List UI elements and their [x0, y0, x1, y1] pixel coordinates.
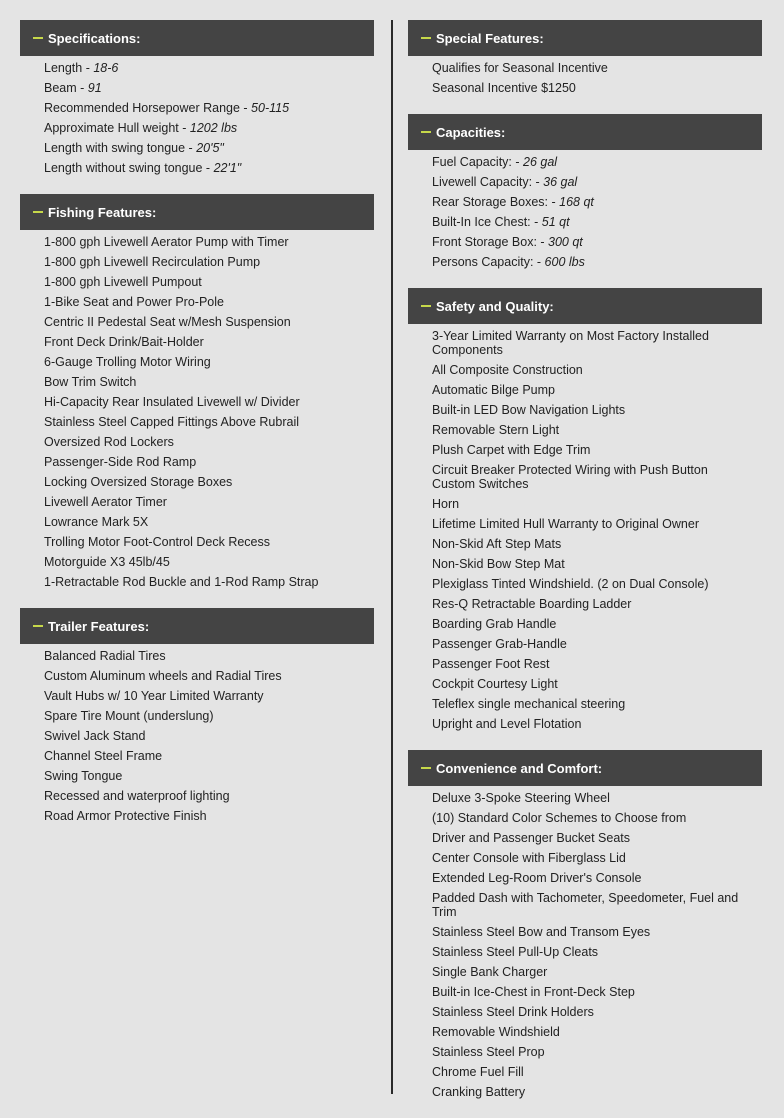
feature-item [432, 192, 752, 212]
feature-item [44, 706, 364, 726]
feature-label: Centric II Pedestal Seat w/Mesh Suspension [44, 315, 291, 329]
section-header-fishing-features[interactable] [20, 194, 374, 230]
collapse-minus-icon[interactable] [33, 625, 43, 627]
feature-item [432, 828, 752, 848]
feature-item [44, 232, 364, 252]
section-list [20, 644, 374, 826]
feature-label: Center Console with Fiberglass Lid [432, 851, 626, 865]
feature-item [44, 786, 364, 806]
feature-label: Front Deck Drink/Bait-Holder [44, 335, 204, 349]
feature-label: Extended Leg-Room Driver's Console [432, 871, 642, 885]
feature-item [44, 98, 364, 118]
feature-label: Plexiglass Tinted Windshield. (2 on Dual Console) [432, 577, 709, 591]
section-title: Specifications: [48, 30, 141, 46]
feature-label: Livewell Aerator Timer [44, 495, 167, 509]
feature-item [432, 1062, 752, 1082]
feature-label: Stainless Steel Capped Fittings Above Rubrail [44, 415, 300, 429]
feature-item [432, 78, 752, 98]
feature-value: 26 gal [523, 155, 558, 169]
section-list [408, 56, 762, 98]
feature-value: 18-6 [93, 61, 119, 75]
feature-label: Single Bank Charger [432, 965, 548, 979]
feature-item [44, 58, 364, 78]
section-list [20, 230, 374, 592]
feature-label: 1-800 gph Livewell Aerator Pump with Timer [44, 235, 289, 249]
feature-label: Length without swing tongue - [44, 161, 214, 175]
feature-label: 3-Year Limited Warranty on Most Factory Installed Components [432, 329, 709, 357]
collapse-minus-icon[interactable] [421, 305, 431, 307]
feature-label: Persons Capacity: - [432, 255, 545, 269]
section-title: Trailer Features: [48, 618, 150, 634]
section-title: Special Features: [436, 30, 544, 46]
feature-label: 1-800 gph Livewell Pumpout [44, 275, 202, 289]
section-header-specifications[interactable] [20, 20, 374, 56]
feature-item [432, 714, 752, 734]
feature-value: 168 qt [559, 195, 594, 209]
feature-label: Vault Hubs w/ 10 Year Limited Warranty [44, 689, 264, 703]
feature-label: Length - [44, 61, 94, 75]
feature-label: Balanced Radial Tires [44, 649, 166, 663]
feature-label: Passenger Foot Rest [432, 657, 550, 671]
feature-item [432, 554, 752, 574]
section-fishing-features [20, 194, 374, 592]
feature-label: Channel Steel Frame [44, 749, 163, 763]
feature-label: Chrome Fuel Fill [432, 1065, 524, 1079]
feature-item [432, 848, 752, 868]
section-header-convenience-and-comfort[interactable] [408, 750, 762, 786]
feature-label: Beam - [44, 81, 88, 95]
feature-label: Built-in LED Bow Navigation Lights [432, 403, 626, 417]
feature-item [44, 806, 364, 826]
feature-item [44, 412, 364, 432]
feature-item [44, 646, 364, 666]
feature-label: Length with swing tongue - [44, 141, 197, 155]
feature-label: Swing Tongue [44, 769, 123, 783]
section-safety-and-quality [408, 288, 762, 734]
section-capacities [408, 114, 762, 272]
section-title: Fishing Features: [48, 204, 157, 220]
feature-label: Passenger Grab-Handle [432, 637, 567, 651]
feature-label: Upright and Level Flotation [432, 717, 582, 731]
feature-item [432, 868, 752, 888]
feature-item [44, 78, 364, 98]
feature-item [44, 532, 364, 552]
feature-item [432, 440, 752, 460]
feature-label: Hi-Capacity Rear Insulated Livewell w/ Divider [44, 395, 300, 409]
feature-item [432, 674, 752, 694]
feature-label: Swivel Jack Stand [44, 729, 146, 743]
feature-label: Cranking Battery [432, 1085, 526, 1099]
feature-item [432, 460, 752, 494]
feature-item [432, 58, 752, 78]
feature-item [44, 392, 364, 412]
section-list [408, 786, 762, 1102]
feature-label: Rear Storage Boxes: - [432, 195, 560, 209]
feature-label: Approximate Hull weight - [44, 121, 190, 135]
feature-label: Lifetime Limited Hull Warranty to Original Owner [432, 517, 699, 531]
feature-label: Non-Skid Aft Step Mats [432, 537, 562, 551]
feature-item [44, 252, 364, 272]
feature-label: Teleflex single mechanical steering [432, 697, 626, 711]
feature-item [432, 380, 752, 400]
section-list [408, 324, 762, 734]
feature-label: Circuit Breaker Protected Wiring with Push Button Custom Switches [432, 463, 708, 491]
feature-item [432, 1042, 752, 1062]
feature-item [44, 472, 364, 492]
feature-item [44, 372, 364, 392]
section-header-special-features[interactable] [408, 20, 762, 56]
section-trailer-features [20, 608, 374, 826]
section-header-trailer-features[interactable] [20, 608, 374, 644]
feature-item [432, 614, 752, 634]
feature-item [432, 1022, 752, 1042]
feature-label: Recessed and waterproof lighting [44, 789, 230, 803]
feature-label: Removable Windshield [432, 1025, 560, 1039]
section-specifications [20, 20, 374, 178]
feature-label: Bow Trim Switch [44, 375, 137, 389]
collapse-minus-icon[interactable] [421, 37, 431, 39]
feature-item [432, 922, 752, 942]
feature-item [432, 594, 752, 614]
feature-label: Horn [432, 497, 460, 511]
feature-label: Lowrance Mark 5X [44, 515, 149, 529]
feature-value: 1202 lbs [189, 121, 238, 135]
feature-item [432, 574, 752, 594]
feature-value: 51 qt [541, 215, 570, 229]
feature-item [432, 534, 752, 554]
section-special-features [408, 20, 762, 98]
section-header-safety-and-quality[interactable] [408, 288, 762, 324]
feature-label: All Composite Construction [432, 363, 583, 377]
feature-label: (10) Standard Color Schemes to Choose from [432, 811, 687, 825]
feature-item [432, 252, 752, 272]
feature-value: 300 qt [548, 235, 583, 249]
feature-label: Seasonal Incentive $1250 [432, 81, 576, 95]
feature-item [432, 212, 752, 232]
feature-value: 91 [87, 81, 102, 95]
section-list [20, 56, 374, 178]
feature-label: Driver and Passenger Bucket Seats [432, 831, 631, 845]
feature-item [432, 326, 752, 360]
feature-label: Res-Q Retractable Boarding Ladder [432, 597, 632, 611]
feature-label: Stainless Steel Bow and Transom Eyes [432, 925, 651, 939]
collapse-minus-icon[interactable] [421, 131, 431, 133]
feature-item [432, 1002, 752, 1022]
feature-label: Stainless Steel Pull-Up Cleats [432, 945, 599, 959]
feature-value: 36 gal [543, 175, 578, 189]
section-title: Safety and Quality: [436, 298, 554, 314]
feature-label: Padded Dash with Tachometer, Speedometer, Fuel and Trim [432, 891, 739, 919]
section-convenience-and-comfort [408, 750, 762, 1102]
feature-item [44, 158, 364, 178]
feature-item [432, 888, 752, 922]
feature-item [44, 552, 364, 572]
feature-label: Cockpit Courtesy Light [432, 677, 558, 691]
feature-label: 1-Bike Seat and Power Pro-Pole [44, 295, 224, 309]
feature-item [432, 808, 752, 828]
feature-value: 20'5" [196, 141, 224, 155]
feature-label: Stainless Steel Drink Holders [432, 1005, 594, 1019]
feature-label: Stainless Steel Prop [432, 1045, 545, 1059]
feature-item [44, 572, 364, 592]
feature-label: 1-Retractable Rod Buckle and 1-Rod Ramp Strap [44, 575, 319, 589]
feature-item [44, 352, 364, 372]
feature-label: Removable Stern Light [432, 423, 560, 437]
feature-item [44, 292, 364, 312]
feature-label: Built-in Ice-Chest in Front-Deck Step [432, 985, 635, 999]
feature-label: Automatic Bilge Pump [432, 383, 555, 397]
feature-item [432, 788, 752, 808]
feature-item [432, 400, 752, 420]
feature-label: Non-Skid Bow Step Mat [432, 557, 565, 571]
feature-label: 1-800 gph Livewell Recirculation Pump [44, 255, 261, 269]
feature-item [432, 654, 752, 674]
collapse-minus-icon[interactable] [33, 37, 43, 39]
feature-item [44, 726, 364, 746]
feature-label: Locking Oversized Storage Boxes [44, 475, 233, 489]
feature-item [44, 138, 364, 158]
feature-item [44, 432, 364, 452]
feature-item [44, 492, 364, 512]
feature-label: Custom Aluminum wheels and Radial Tires [44, 669, 282, 683]
section-header-capacities[interactable] [408, 114, 762, 150]
feature-label: Front Storage Box: - [432, 235, 549, 249]
feature-label: Recommended Horsepower Range - [44, 101, 252, 115]
feature-label: 6-Gauge Trolling Motor Wiring [44, 355, 211, 369]
feature-item [432, 514, 752, 534]
feature-item [44, 452, 364, 472]
section-title: Convenience and Comfort: [436, 760, 603, 776]
feature-item [432, 232, 752, 252]
feature-item [432, 694, 752, 714]
feature-item [44, 666, 364, 686]
feature-item [432, 1082, 752, 1102]
feature-label: Passenger-Side Rod Ramp [44, 455, 197, 469]
feature-item [432, 942, 752, 962]
feature-item [432, 152, 752, 172]
collapse-minus-icon[interactable] [421, 767, 431, 769]
feature-label: Oversized Rod Lockers [44, 435, 174, 449]
feature-label: Motorguide X3 45lb/45 [44, 555, 170, 569]
feature-item [432, 982, 752, 1002]
feature-item [44, 312, 364, 332]
feature-item [432, 172, 752, 192]
feature-item [44, 332, 364, 352]
right-column [408, 20, 762, 1118]
feature-item [432, 494, 752, 514]
column-divider [391, 20, 393, 1094]
feature-value: 600 lbs [544, 255, 585, 269]
feature-item [44, 272, 364, 292]
section-title: Capacities: [436, 124, 506, 140]
feature-label: Built-In Ice Chest: - [432, 215, 542, 229]
feature-item [432, 360, 752, 380]
feature-item [44, 118, 364, 138]
feature-item [44, 766, 364, 786]
feature-label: Qualifies for Seasonal Incentive [432, 61, 608, 75]
feature-label: Deluxe 3-Spoke Steering Wheel [432, 791, 610, 805]
feature-label: Plush Carpet with Edge Trim [432, 443, 591, 457]
feature-value: 50-115 [251, 101, 290, 115]
feature-label: Livewell Capacity: - [432, 175, 544, 189]
feature-label: Fuel Capacity: - [432, 155, 524, 169]
feature-label: Trolling Motor Foot-Control Deck Recess [44, 535, 270, 549]
feature-item [432, 634, 752, 654]
feature-label: Boarding Grab Handle [432, 617, 557, 631]
feature-item [44, 686, 364, 706]
feature-item [44, 746, 364, 766]
feature-label: Spare Tire Mount (underslung) [44, 709, 214, 723]
collapse-minus-icon[interactable] [33, 211, 43, 213]
feature-item [432, 420, 752, 440]
feature-value: 22'1" [213, 161, 242, 175]
feature-item [44, 512, 364, 532]
section-list [408, 150, 762, 272]
feature-label: Road Armor Protective Finish [44, 809, 207, 823]
feature-item [432, 962, 752, 982]
left-column [20, 20, 374, 842]
